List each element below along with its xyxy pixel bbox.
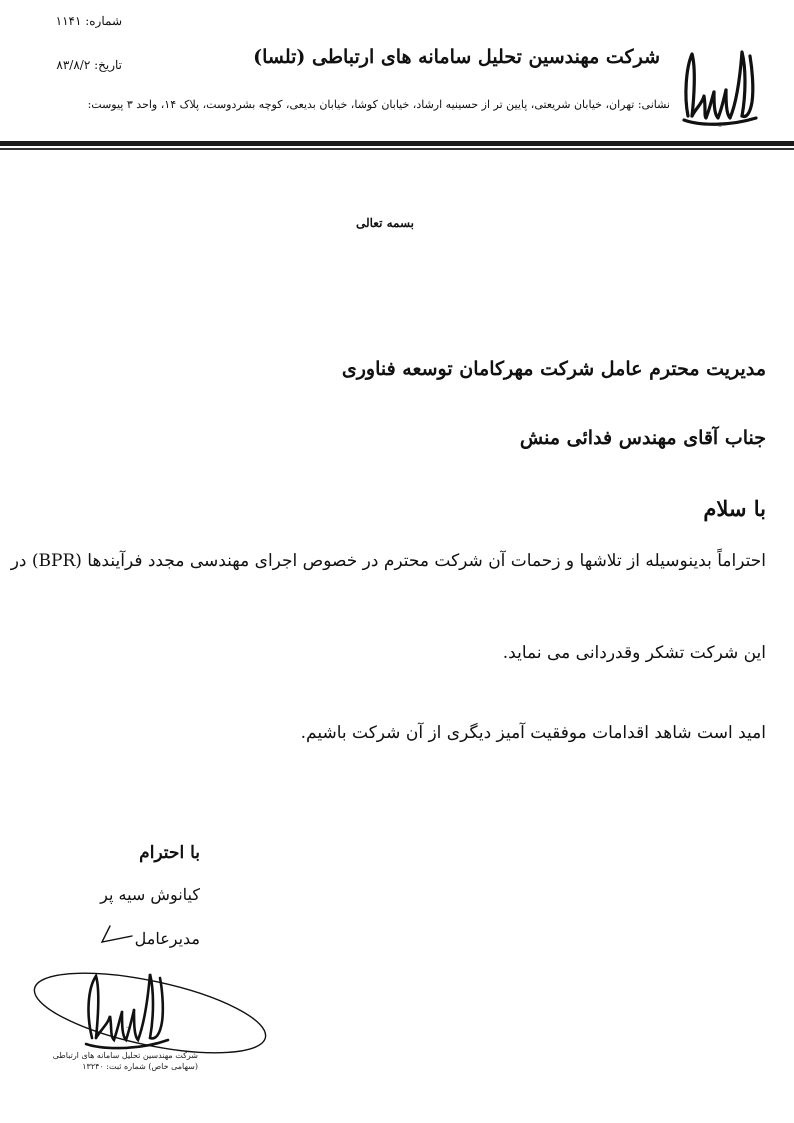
letter-number: شماره: ۱۱۴۱ (55, 14, 122, 28)
seal-caption (38, 1050, 198, 1072)
basmala: بسمه تعالی (355, 216, 415, 230)
company-logo (680, 38, 760, 128)
signature-flourish (102, 926, 132, 942)
letter-meta (22, 8, 122, 78)
body-line-2: این شرکت تشکر وقدردانی می نماید. (502, 643, 766, 663)
body-line-3: امید است شاهد اقدامات موفقیت آمیز دیگری از آن شرکت باشیم. (300, 723, 766, 743)
signer-title: مدیرعامل (134, 929, 200, 948)
greeting: با سلام (703, 496, 766, 521)
addressee-person: جناب آقای مهندس فدائی منش (519, 427, 766, 449)
seal-caption-line-1: شرکت مهندسین تحلیل سامانه های ارتباطی (52, 1051, 198, 1060)
seal-logo-text: تلسا (126, 1027, 130, 1029)
seal-caption-line-2: (سهامی خاص) شماره ثبت: ۱۳۲۴۰ (82, 1062, 198, 1071)
logo-text: تلسا (718, 126, 722, 128)
company-seal (0, 918, 270, 1108)
company-name: شرکت مهندسین تحلیل سامانه های ارتباطی (تلسا) (253, 46, 660, 68)
letter-date: تاریخ: ۸۳/۸/۲ (56, 58, 122, 72)
company-address: نشانی: تهران، خیابان شریعتی، پایین تر از حسینیه ارشاد، خیابان کوشا، خیابان بدیعی، کوچه بشردوست، پلاک ۱۴، واحد ۳ پیوست: (87, 98, 670, 111)
header-divider (0, 141, 794, 151)
addressee-organization: مدیریت محترم عامل شرکت مهرکامان توسعه فناوری (341, 358, 766, 380)
signer-name: کیانوش سیه پر (100, 885, 200, 904)
seal-logo (86, 974, 168, 1048)
body-line-1: احتراماً بدینوسیله از تلاشها و زحمات آن شرکت محترم در خصوص اجرای مهندسی مجدد فرآیندها (BPR) در (10, 551, 766, 571)
closing: با احترام (139, 843, 200, 863)
